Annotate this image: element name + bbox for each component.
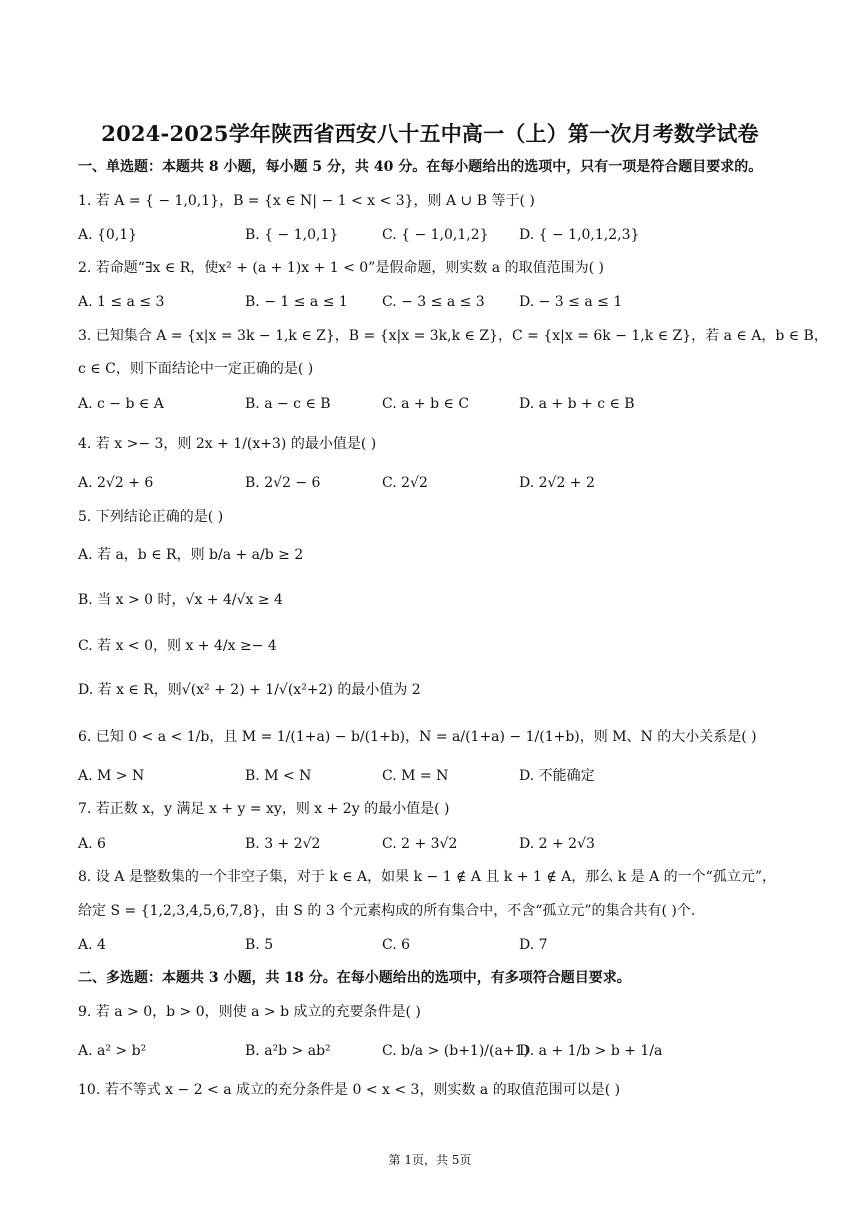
option-d: D. 2 + 2√3	[519, 836, 595, 852]
question-1-stem: 1. 若 A = { − 1,0,1}，B = {x ∈ N| − 1 < x < 3}，则 A ∪ B 等于( )	[78, 193, 535, 209]
option-b: B. 5	[245, 937, 274, 953]
option-a: A. 4	[78, 937, 106, 953]
question-7-stem: 7. 若正数 x，y 满足 x + y = xy，则 x + 2y 的最小值是( )	[78, 801, 450, 817]
question-1-options	[78, 225, 778, 249]
page-footer: 第 1页，共 5页	[388, 1153, 472, 1167]
option-d: D. a + b + c ∈ B	[519, 396, 635, 412]
question-2-options	[78, 292, 778, 316]
option-c: C. M = N	[382, 768, 449, 784]
option-c: C. a + b ∈ C	[382, 396, 470, 412]
option-a: A. 6	[78, 836, 106, 852]
option-d: D. 不能确定	[519, 768, 595, 784]
question-5-option-a: A. 若 a，b ∈ R，则 b/a + a/b ≥ 2	[78, 547, 304, 563]
option-b: B. a²b > ab²	[245, 1043, 331, 1059]
option-b: B. M < N	[245, 768, 312, 784]
option-a: A. {0,1}	[78, 227, 138, 243]
question-8-options	[78, 935, 778, 959]
option-a: A. 2√2 + 6	[78, 475, 154, 491]
option-b: B. a − c ∈ B	[245, 396, 331, 412]
option-c: C. 2 + 3√2	[382, 836, 458, 852]
question-5-option-c: C. 若 x < 0，则 x + 4/x ≥− 4	[78, 638, 277, 654]
question-9-stem: 9. 若 a > 0，b > 0，则使 a > b 成立的充要条件是( )	[78, 1004, 421, 1020]
option-d: D. { − 1,0,1,2,3}	[519, 227, 640, 243]
question-10-stem: 10. 若不等式 x − 2 < a 成立的充分条件是 0 < x < 3，则实数 a 的取值范围可以是( )	[78, 1082, 621, 1098]
section-multiple-choice-heading: 二、多选题：本题共 3 小题，共 18 分。在每小题给出的选项中，有多项符合题目要求。	[78, 970, 631, 986]
option-c: C. { − 1,0,1,2}	[382, 227, 489, 243]
question-8-stem-line-1: 8. 设 A 是整数集的一个非空子集，对于 k ∈ A，如果 k − 1 ∉ A 且 k + 1 ∉ A，那么 k 是 A 的一个“孤立元”，	[78, 869, 776, 885]
question-3-stem-line-1: 3. 已知集合 A = {x|x = 3k − 1,k ∈ Z}，B = {x|x = 3k,k ∈ Z}，C = {x|x = 6k − 1,k ∈ Z}，若 a ∈ A，b ∈ B，	[78, 328, 828, 344]
option-a: A. 1 ≤ a ≤ 3	[78, 294, 165, 310]
option-b: B. 2√2 − 6	[245, 475, 321, 491]
question-9-options	[78, 1041, 778, 1065]
question-3-stem-line-2: c ∈ C，则下面结论中一定正确的是( )	[78, 361, 314, 377]
option-d: D. − 3 ≤ a ≤ 1	[519, 294, 623, 310]
question-8-stem-line-2: 给定 S = {1,2,3,4,5,6,7,8}，由 S 的 3 个元素构成的所有集合中，不含“孤立元”的集合共有( )个.	[78, 903, 696, 919]
option-a: A. a² > b²	[78, 1043, 147, 1059]
option-b: B. 3 + 2√2	[245, 836, 321, 852]
question-6-options	[78, 766, 778, 790]
section-single-choice-heading: 一、单选题：本题共 8 小题，每小题 5 分，共 40 分。在每小题给出的选项中，只有一项是符合题目要求的。	[78, 159, 763, 175]
option-b: B. − 1 ≤ a ≤ 1	[245, 294, 348, 310]
question-6-stem: 6. 已知 0 < a < 1/b，且 M = 1/(1+a) − b/(1+b)，N = a/(1+a) − 1/(1+b)，则 M、N 的大小关系是( )	[78, 729, 757, 745]
option-c: C. − 3 ≤ a ≤ 3	[382, 294, 485, 310]
page-title: 2024-2025学年陕西省西安八十五中高一（上）第一次月考数学试卷	[101, 121, 759, 146]
option-c: C. b/a > (b+1)/(a+1)	[382, 1043, 529, 1059]
option-b: B. { − 1,0,1}	[245, 227, 339, 243]
question-5-stem: 5. 下列结论正确的是( )	[78, 509, 224, 525]
option-d: D. 7	[519, 937, 548, 953]
question-3-options	[78, 394, 778, 418]
question-7-options	[78, 834, 778, 858]
question-5-option-b: B. 当 x > 0 时，√x + 4/√x ≥ 4	[78, 592, 283, 608]
option-d: D. a + 1/b > b + 1/a	[519, 1043, 663, 1059]
option-c: C. 2√2	[382, 475, 428, 491]
question-2-stem: 2. 若命题“∃x ∈ R，使x² + (a + 1)x + 1 < 0”是假命题，则实数 a 的取值范围为( )	[78, 260, 604, 276]
question-5-option-d: D. 若 x ∈ R，则√(x² + 2) + 1/√(x²+2) 的最小值为 2	[78, 682, 421, 698]
option-a: A. M > N	[78, 768, 145, 784]
question-4-stem: 4. 若 x >− 3，则 2x + 1/(x+3) 的最小值是( )	[78, 436, 377, 452]
question-4-options	[78, 473, 778, 497]
option-d: D. 2√2 + 2	[519, 475, 595, 491]
option-c: C. 6	[382, 937, 411, 953]
option-a: A. c − b ∈ A	[78, 396, 164, 412]
